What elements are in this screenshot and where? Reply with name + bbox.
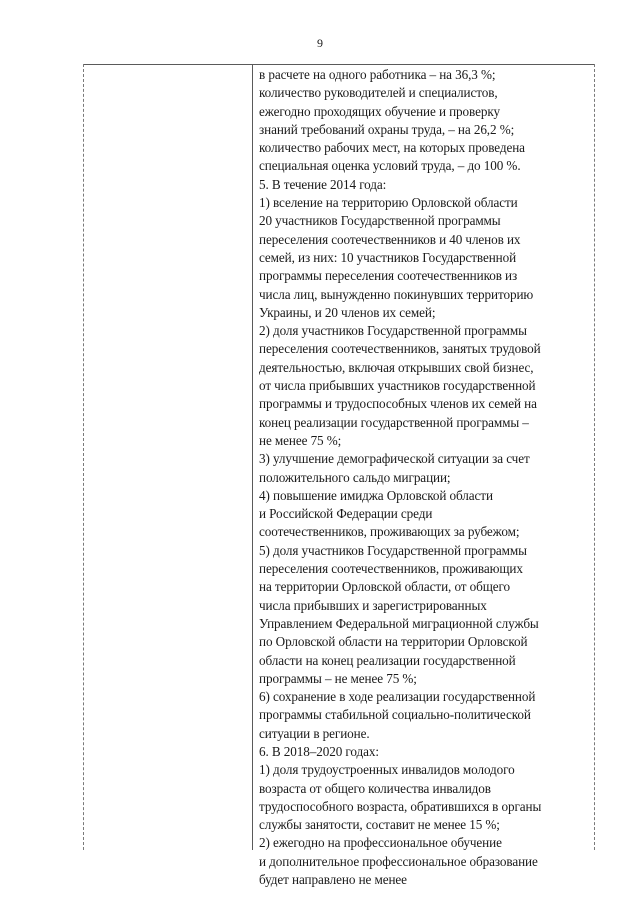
- text-line: соотечественников, проживающих за рубежом;: [259, 524, 520, 540]
- text-line: положительного сальдо миграции;: [259, 469, 451, 485]
- column-divider: [252, 64, 253, 850]
- text-line: не менее 75 %;: [259, 432, 342, 448]
- text-line: количество руководителей и специалистов,: [259, 85, 498, 101]
- text-column: [259, 66, 599, 889]
- text-line: конец реализации государственной программы –: [259, 414, 529, 430]
- text-line: Украины, и 20 членов их семей;: [259, 304, 436, 320]
- text-line: возраста от общего количества инвалидов: [259, 780, 491, 796]
- text-line: программы – не менее 75 %;: [259, 670, 417, 686]
- text-line: 6. В 2018–2020 годах:: [259, 743, 379, 759]
- text-line: знаний требований охраны труда, – на 26,2 %;: [259, 121, 515, 137]
- text-line: числа лиц, вынужденно покинувших территорию: [259, 286, 534, 302]
- text-line: Управлением Федеральной миграционной службы: [259, 615, 539, 631]
- text-line: деятельностью, включая открывших свой бизнес,: [259, 359, 534, 375]
- text-line: программы стабильной социально-политической: [259, 707, 531, 723]
- text-line: от числа прибывших участников государственной: [259, 378, 536, 394]
- table-top-border: [83, 64, 595, 65]
- text-line: будет направлено не менее: [259, 872, 407, 888]
- text-line: переселения соотечественников и 40 членов их: [259, 231, 521, 247]
- text-line: специальная оценка условий труда, – до 100 %.: [259, 158, 521, 174]
- text-line: в расчете на одного работника – на 36,3 %;: [259, 67, 496, 82]
- text-line: 2) ежегодно на профессиональное обучение: [259, 835, 502, 851]
- text-line: 20 участников Государственной программы: [259, 213, 501, 229]
- text-line: и Российской Федерации среди: [259, 506, 433, 522]
- text-line: семей, из них: 10 участников Государственной: [259, 249, 517, 265]
- text-line: программы переселения соотечественников из: [259, 268, 518, 284]
- text-line: 1) вселение на территорию Орловской области: [259, 195, 518, 211]
- text-line: трудоспособного возраста, обратившихся в органы: [259, 798, 542, 814]
- text-line: ситуации в регионе.: [259, 725, 370, 741]
- text-line: программы и трудоспособных членов их семей на: [259, 396, 537, 412]
- text-line: области на конец реализации государственной: [259, 652, 516, 668]
- text-line: переселения соотечественников, занятых трудовой: [259, 341, 541, 357]
- text-line: и дополнительное профессиональное образование: [259, 853, 538, 869]
- text-line: службы занятости, составит не менее 15 %;: [259, 817, 500, 833]
- text-line: по Орловской области на территории Орловской: [259, 634, 528, 650]
- text-line: переселения соотечественников, проживающих: [259, 561, 523, 577]
- table-left-border: [83, 64, 84, 850]
- text-line: ежегодно проходящих обучение и проверку: [259, 103, 500, 119]
- text-line: количество рабочих мест, на которых проведена: [259, 140, 525, 156]
- text-line: 6) сохранение в ходе реализации государственной: [259, 689, 536, 705]
- text-line: 3) улучшение демографической ситуации за счет: [259, 451, 530, 467]
- text-line: 2) доля участников Государственной программы: [259, 323, 527, 339]
- text-line: на территории Орловской области, от общего: [259, 579, 511, 595]
- text-line: 5) доля участников Государственной программы: [259, 542, 527, 558]
- page-number: 9: [317, 36, 323, 50]
- text-line: 5. В течение 2014 года:: [259, 176, 387, 192]
- text-line: 4) повышение имиджа Орловской области: [259, 487, 493, 503]
- text-line: числа прибывших и зарегистрированных: [259, 597, 487, 613]
- text-line: 1) доля трудоустроенных инвалидов молодого: [259, 762, 515, 778]
